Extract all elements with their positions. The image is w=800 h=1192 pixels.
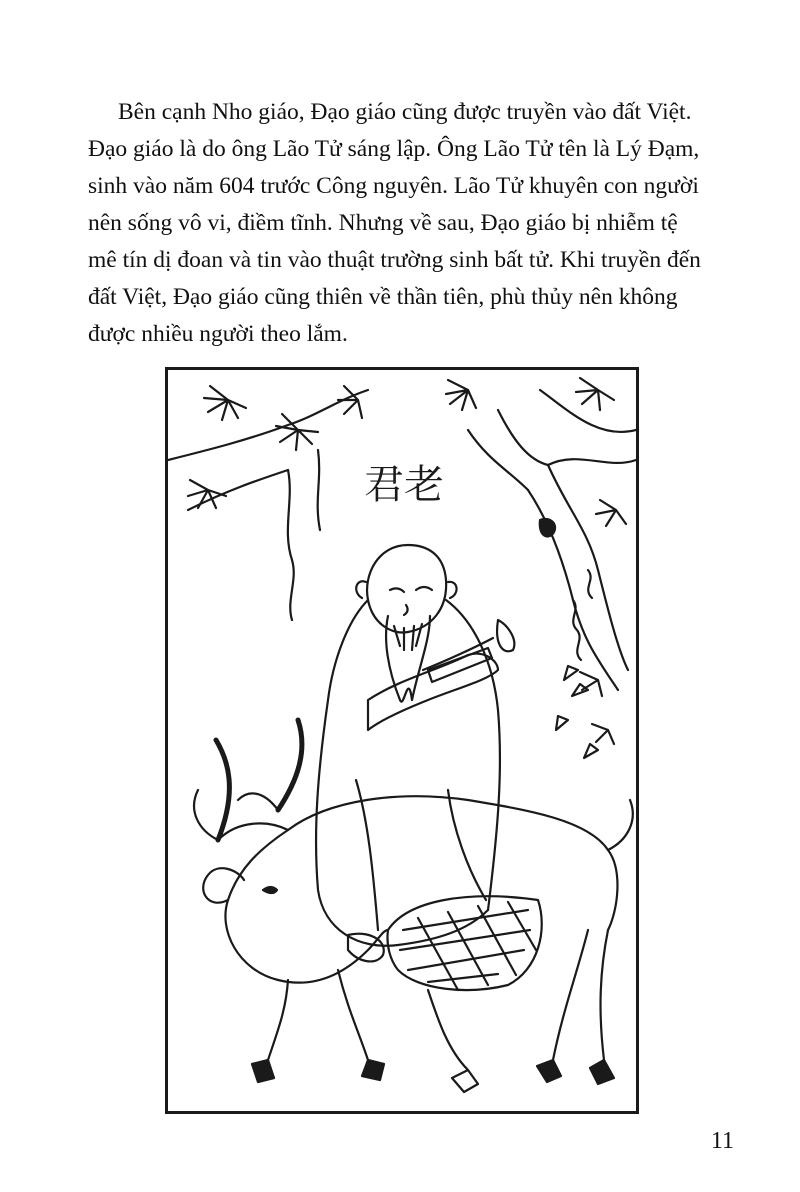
laozi-figure-drawing: [316, 545, 514, 946]
paragraph-line: Bên cạnh Nho giáo, Đạo giáo cũng được truyền vào đất Việt.: [118, 99, 692, 125]
paragraph-line: được nhiều người theo lắm.: [88, 321, 348, 347]
body-paragraph: [88, 94, 748, 353]
paragraph-line: nên sống vô vi, điềm tĩnh. Nhưng về sau, Đạo giáo bị nhiễm tệ: [88, 210, 678, 236]
page-number: 11: [710, 1128, 734, 1154]
ox-drawing: [194, 720, 633, 1092]
paragraph-line: mê tín dị đoan và tin vào thuật trường sinh bất tử. Khi truyền đến: [88, 247, 701, 273]
paragraph-line: đất Việt, Đạo giáo cũng thiên về thần tiên, phù thủy nên không: [88, 284, 678, 310]
paragraph-line: Đạo giáo là do ông Lão Tử sáng lập. Ông Lão Tử tên là Lý Đạm,: [88, 136, 700, 162]
leaf-cluster-drawing: [556, 666, 598, 758]
inscription-text: 君老: [364, 462, 444, 508]
pine-branch-drawing: [168, 386, 368, 620]
pine-tree-drawing: [446, 378, 636, 744]
laozi-illustration: [165, 367, 639, 1114]
paragraph-line: sinh vào năm 604 trước Công nguyên. Lão Tử khuyên con người: [88, 173, 699, 199]
